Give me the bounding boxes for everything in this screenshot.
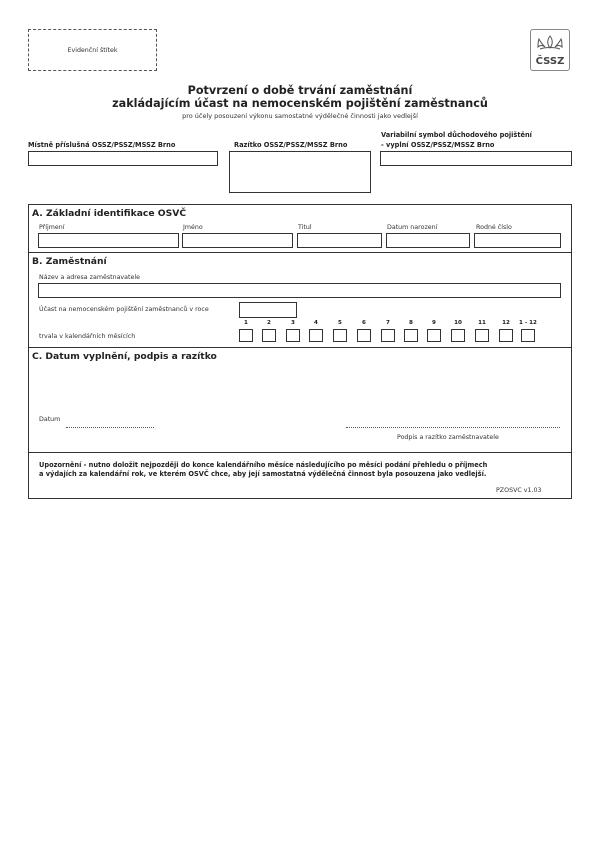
section-a-title: A. Základní identifikace OSVČ — [32, 208, 187, 219]
cssz-logo — [530, 29, 570, 71]
month-checkbox[interactable] — [499, 329, 513, 342]
birth-date-field[interactable] — [386, 233, 470, 248]
duration-label: trvala v kalendářních měsících — [39, 333, 136, 340]
month-checkbox[interactable] — [521, 329, 535, 342]
month-checkbox[interactable] — [451, 329, 465, 342]
form-title-line1: Potvrzení o době trvání zaměstnání — [187, 84, 413, 97]
divider-c-notice — [28, 452, 572, 453]
month-checkbox[interactable] — [475, 329, 489, 342]
participation-label: Účast na nemocenském pojištění zaměstnanců v roce — [39, 306, 209, 313]
cssz-logo-icon — [531, 33, 569, 55]
month-number: 5 — [338, 320, 342, 326]
employer-field[interactable] — [38, 283, 561, 298]
month-number: 3 — [291, 320, 295, 326]
month-number: 1 — [244, 320, 248, 326]
month-number: 7 — [386, 320, 390, 326]
label-sticker-box — [28, 29, 157, 71]
stamp-field[interactable] — [229, 151, 371, 193]
month-number: 2 — [267, 320, 271, 326]
birth-number-label: Rodné číslo — [476, 224, 512, 231]
month-number: 10 — [454, 320, 462, 326]
name-field[interactable] — [182, 233, 293, 248]
month-checkbox[interactable] — [357, 329, 371, 342]
stamp-label: Razítko OSSZ/PSSZ/MSSZ Brno — [234, 141, 348, 149]
office-label: Místně příslušná OSSZ/PSSZ/MSSZ Brno — [28, 141, 176, 149]
form-title-line2: zakládajícím účast na nemocenském pojištění zaměstnanců — [112, 97, 488, 110]
month-checkbox[interactable] — [309, 329, 323, 342]
month-checkbox[interactable] — [381, 329, 395, 342]
month-number: 1 - 12 — [519, 320, 537, 326]
month-number: 8 — [409, 320, 413, 326]
form-code: PZOSVC v1.03 — [496, 487, 542, 494]
year-field[interactable] — [239, 302, 297, 318]
surname-field[interactable] — [38, 233, 179, 248]
divider-b-c — [28, 347, 572, 348]
notice-line2: a výdajích za kalendářní rok, ve kterém OSVČ chce, aby její samostatná výdělečná činnost byla posouzena jako vedlejší. — [39, 470, 487, 478]
office-field[interactable] — [28, 151, 218, 166]
name-label: Jméno — [183, 224, 203, 231]
section-c-title: C. Datum vyplnění, podpis a razítko — [32, 351, 217, 362]
vs-field[interactable] — [380, 151, 572, 166]
month-checkbox[interactable] — [262, 329, 276, 342]
surname-label: Příjmení — [39, 224, 65, 231]
title-label: Titul — [298, 224, 312, 231]
birth-date-label: Datum narození — [387, 224, 438, 231]
label-sticker-text: Evidenční štítek — [67, 47, 118, 54]
month-checkbox[interactable] — [333, 329, 347, 342]
date-line[interactable] — [66, 427, 154, 428]
vs-label-line2: - vyplní OSSZ/PSSZ/MSSZ Brno — [381, 141, 495, 149]
month-number: 12 — [502, 320, 510, 326]
month-checkbox[interactable] — [286, 329, 300, 342]
notice-line1: Upozornění - nutno doložit nejpozději do konce kalendářního měsíce následujícího po měsíci podání přehledu o příjmech — [39, 461, 488, 469]
month-number: 9 — [432, 320, 436, 326]
divider-a-b — [28, 252, 572, 253]
month-checkbox[interactable] — [427, 329, 441, 342]
month-checkbox[interactable] — [239, 329, 253, 342]
form-subtitle: pro účely posouzení výkonu samostatné výdělečné činnosti jako vedlejší — [182, 112, 418, 120]
signature-line[interactable] — [346, 427, 560, 428]
section-b-title: B. Zaměstnání — [32, 256, 107, 267]
month-checkbox[interactable] — [404, 329, 418, 342]
month-number: 6 — [362, 320, 366, 326]
birth-number-field[interactable] — [474, 233, 561, 248]
month-number: 11 — [478, 320, 486, 326]
month-number: 4 — [314, 320, 318, 326]
vs-label-line1: Variabilní symbol důchodového pojištění — [381, 131, 532, 139]
cssz-logo-text: ČSSZ — [535, 56, 565, 67]
signature-label: Podpis a razítko zaměstnavatele — [397, 434, 499, 441]
title-field[interactable] — [297, 233, 382, 248]
employer-label: Název a adresa zaměstnavatele — [39, 274, 140, 281]
date-label: Datum — [39, 416, 61, 423]
